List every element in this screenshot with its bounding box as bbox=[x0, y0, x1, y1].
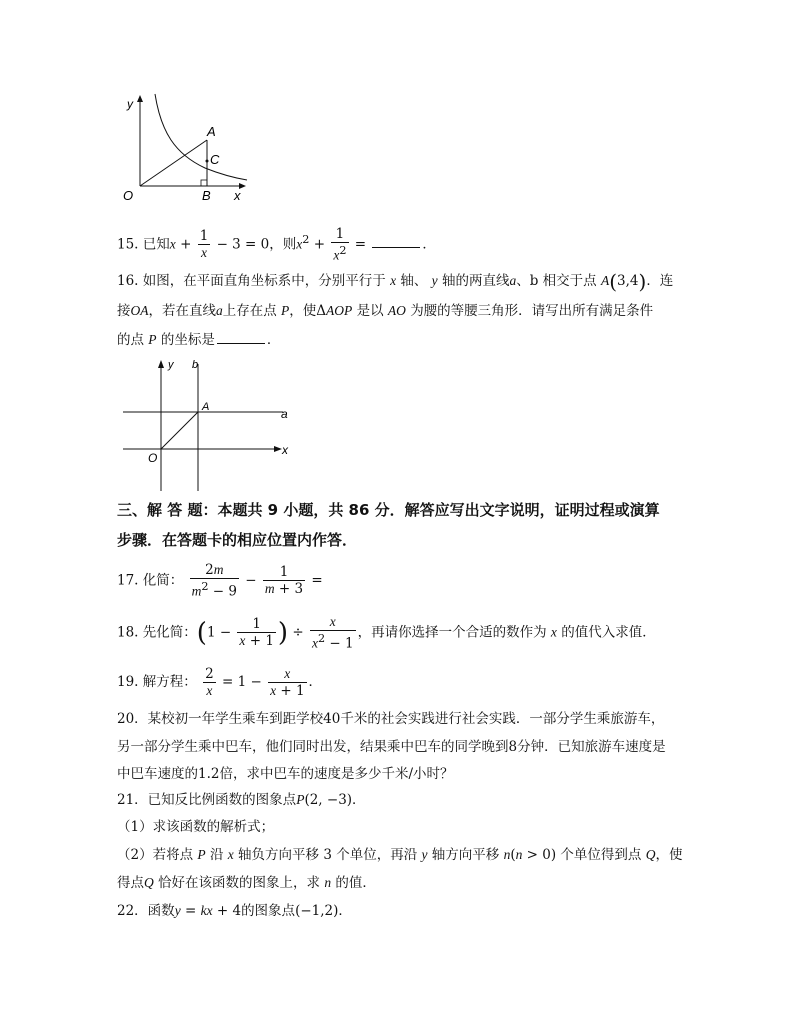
line-a-label: a bbox=[281, 407, 288, 421]
question-21-part-1: （1）求该函数的解析式； bbox=[117, 819, 275, 835]
answer-blank[interactable] bbox=[217, 331, 265, 344]
question-number: 15. bbox=[117, 236, 139, 253]
question-18: 18. 先化简：(1 − $\frac{1}{x + 1}$ ) ÷ $\frac{x}{x^2 - 1}$ ，再请你选择一个合适的数作为 x 的值代入求值． bbox=[117, 614, 656, 652]
line-b-label: b bbox=[192, 359, 199, 371]
question-20-line-1: 20．某校初一年学生乘车到距学校40千米的社会实践进行社会实践．一部分学生乘旅游车， bbox=[117, 711, 665, 727]
point-a-label: A bbox=[207, 124, 216, 139]
origin-label: O bbox=[123, 188, 134, 203]
y-label: y bbox=[168, 359, 174, 371]
point-a-label: A bbox=[202, 401, 210, 413]
question-15: 15. 已知x + $\frac{1}{x}$ − 3 = 0，则$x^2$ + $\frac{1}{x^2}$ = ． bbox=[117, 226, 436, 263]
point-c-label: C bbox=[210, 152, 220, 167]
x-label: x bbox=[234, 188, 241, 203]
question-16-line-3: 的点 P 的坐标是 ． bbox=[117, 332, 281, 348]
question-16-line-1: 16. 如图，在平面直角坐标系中，分别平行于 x 轴、 y 轴的两直线a、b 相交于点 A(3,4)．连 bbox=[117, 269, 674, 294]
answer-blank[interactable] bbox=[372, 235, 420, 248]
question-22: 22．函数y = kx + 4的图象点(−1,2)． bbox=[117, 903, 352, 919]
question-20-line-3: 中巴车速度的1.2倍，求中巴车的速度是多少千米/小时？ bbox=[117, 766, 454, 782]
point-b-label: B bbox=[202, 188, 211, 203]
x-label: x bbox=[282, 443, 288, 457]
figure-coordinate-lines bbox=[118, 356, 298, 496]
section-heading: 三、解 答 题：本题共 9 小题，共 86 分．解答应写出文字说明，证明过程或演算 步骤．在答题卡的相应位置内作答． bbox=[117, 501, 660, 549]
question-21-part-2-line-1: （2）若将点 P 沿 x 轴负方向平移 3 个单位，再沿 y 轴方向平移 n(n > 0) 个单位得到点 Q，使 bbox=[117, 847, 683, 863]
question-17: 17. 化简： $\frac{2m}{m^2 - 9}$ − $\frac{1}{m + 3}$ = bbox=[117, 562, 323, 600]
origin-label: O bbox=[148, 451, 158, 465]
y-label: y bbox=[127, 97, 133, 111]
question-19: 19. 解方程： $\frac{2}{x}$ = 1 − $\frac{x}{x + 1}$ ． bbox=[117, 666, 323, 699]
question-21-line-1: 21．已知反比例函数的图象点P(2, −3)． bbox=[117, 792, 366, 808]
question-16-line-2: 接OA，若在直线a上存在点 P，使ΔAOP 是以 AO 为腰的等腰三角形．请写出所有满足条件 bbox=[117, 303, 654, 319]
figure-hyperbola bbox=[115, 92, 255, 207]
question-21-part-2-line-2: 得点Q 恰好在该函数的图象上，求 n 的值． bbox=[117, 875, 376, 891]
question-20-line-2: 另一部分学生乘中巴车，他们同时出发，结果乘中巴车的同学晚到8分钟．已知旅游车速度是 bbox=[117, 739, 666, 755]
